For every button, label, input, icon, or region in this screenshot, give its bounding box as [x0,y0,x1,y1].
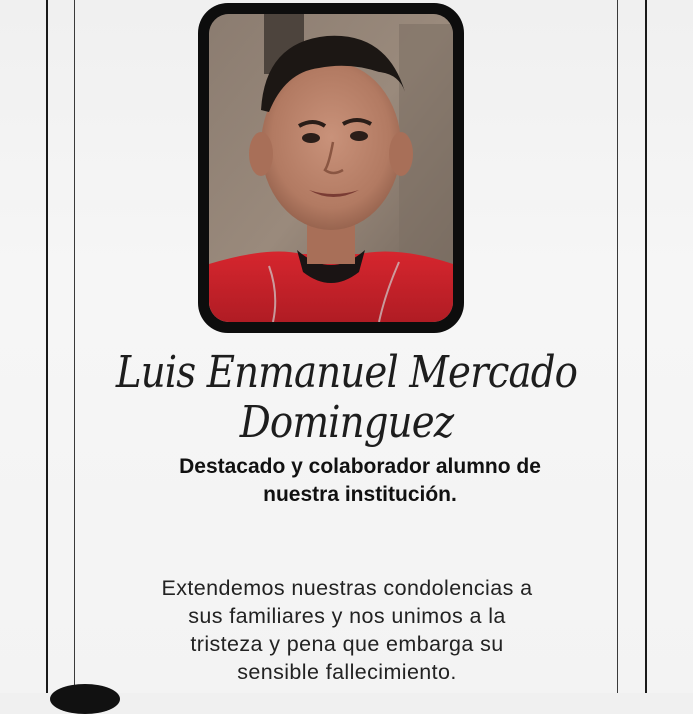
portrait-illustration [209,14,453,322]
student-name-line-1: Luis Enmanuel Mercado [115,347,578,398]
condolence-message-line-4: sensible fallecimiento. [237,660,457,684]
portrait-photo [209,14,453,322]
frame-border-left-outer [46,0,48,693]
subtitle-line-1: Destacado y colaborador alumno de [179,455,541,478]
condolence-message-line-2: sus familiares y nos unimos a la [188,604,506,628]
student-name-line-2: Dominguez [239,397,454,448]
condolence-message-line-3: tristeza y pena que embarga su [190,632,504,656]
frame-border-right-outer [645,0,647,693]
frame-border-left-inner [74,0,75,693]
condolence-message-line-1: Extendemos nuestras condolencias a [161,576,533,600]
subtitle-line-2: nuestra institución. [263,483,457,506]
portrait-frame [198,3,464,333]
corner-decoration [50,684,120,714]
frame-border-right-inner [617,0,618,693]
